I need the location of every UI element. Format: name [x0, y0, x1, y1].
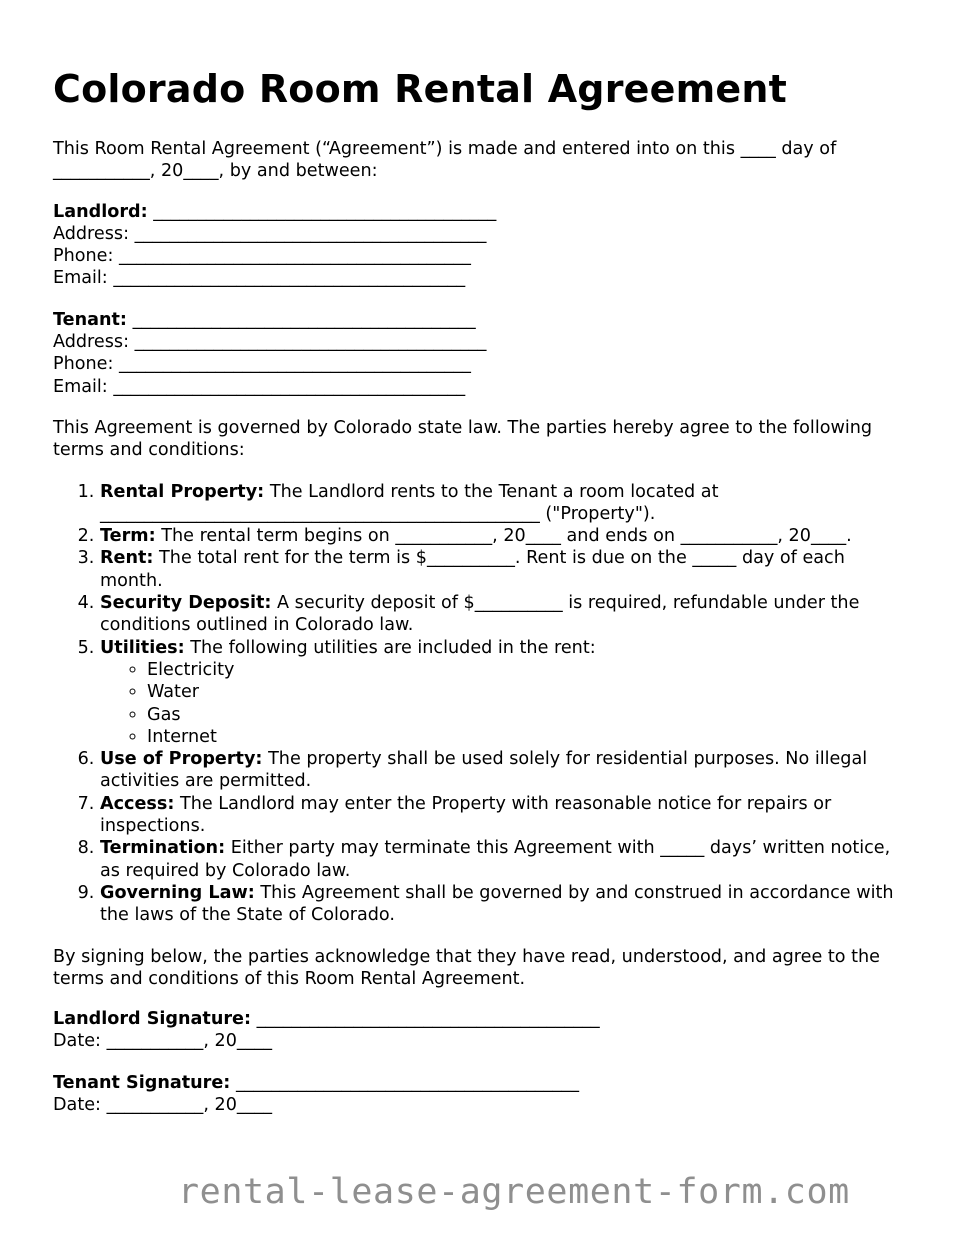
- landlord-phone-line: Phone: ________________________________________: [53, 246, 471, 267]
- term-item: [100, 592, 913, 637]
- landlord-signature-label: Landlord Signature:: [53, 1009, 251, 1030]
- tenant-signature-line: [53, 1072, 913, 1094]
- term-text: The property shall be used solely for residential purposes. No illegal activities are permitted.: [100, 749, 868, 792]
- utilities-list: [100, 659, 913, 748]
- intro-paragraph: This Room Rental Agreement (“Agreement”) is made and entered into on this ____ day of ___________, 20____, by and between:: [53, 139, 837, 182]
- landlord-name-line: [53, 201, 913, 223]
- utility-item: ◦ Water: [147, 681, 913, 703]
- closing-paragraph: By signing below, the parties acknowledge that they have read, understood, and agree to the terms and conditions of this Room Rental Agreement.: [53, 946, 880, 989]
- term-text: The Landlord may enter the Property with reasonable notice for repairs or inspections.: [100, 793, 832, 837]
- term-text: A security deposit of $__________ is required, refundable under the conditions outlined in Colorado law.: [100, 593, 860, 636]
- tenant-name-line: [53, 309, 913, 331]
- term-item: [100, 748, 913, 793]
- landlord-label: Landlord:: [53, 201, 148, 222]
- utility-item: ◦ Electricity: [147, 659, 913, 681]
- term-item: [100, 882, 913, 927]
- term-text: The Landlord rents to the Tenant a room located at __________________________________________________ ("Property").: [100, 481, 719, 524]
- utility-item: ◦ Internet: [147, 726, 913, 748]
- term-item: [100, 837, 913, 882]
- term-text: The total rent for the term is $__________. Rent is due on the _____ day of each month.: [100, 548, 845, 591]
- term-text: The rental term begins on ___________, 20____ and ends on ___________, 20____.: [161, 526, 852, 547]
- term-label: Term:: [100, 526, 156, 547]
- document-page: [53, 64, 913, 1135]
- landlord-signature-blank: _______________________________________: [256, 1009, 600, 1030]
- tenant-signature-label: Tenant Signature:: [53, 1072, 231, 1093]
- tenant-signature-date: Date: ___________, 20____: [53, 1094, 273, 1115]
- landlord-email-line: Email: ________________________________________: [53, 268, 466, 289]
- term-item: [100, 481, 913, 526]
- landlord-signature-block: [53, 1008, 913, 1053]
- term-label: Security Deposit:: [100, 593, 272, 614]
- term-label: Governing Law:: [100, 882, 255, 903]
- term-label: Rent:: [100, 548, 154, 569]
- landlord-address-line: Address: ________________________________________: [53, 223, 487, 244]
- term-text: Either party may terminate this Agreement with _____ days’ written notice, as required by Colorado law.: [100, 838, 891, 881]
- term-item: [100, 547, 913, 592]
- document-title: Colorado Room Rental Agreement: [53, 67, 787, 111]
- tenant-label: Tenant:: [53, 309, 127, 330]
- term-item: [100, 793, 913, 838]
- term-text: This Agreement shall be governed by and construed in accordance with the laws of the State of Colorado.: [100, 882, 894, 926]
- tenant-phone-line: Phone: ________________________________________: [53, 354, 471, 375]
- landlord-signature-line: [53, 1008, 913, 1030]
- landlord-signature-date: Date: ___________, 20____: [53, 1031, 273, 1052]
- term-label: Access:: [100, 793, 175, 814]
- tenant-name-blank: _______________________________________: [132, 309, 476, 330]
- term-item: [100, 637, 913, 748]
- terms-list: [53, 481, 913, 927]
- tenant-signature-blank: _______________________________________: [235, 1072, 580, 1093]
- term-item: [100, 525, 913, 547]
- term-label: Termination:: [100, 838, 226, 859]
- utility-item: ◦ Gas: [147, 704, 913, 726]
- tenant-address-line: Address: ________________________________________: [53, 332, 487, 353]
- site-watermark: rental-lease-agreement-form.com: [178, 1172, 850, 1212]
- governing-intro-paragraph: This Agreement is governed by Colorado state law. The parties hereby agree to the following terms and conditions:: [53, 417, 873, 461]
- term-label: Rental Property:: [100, 481, 265, 502]
- term-label: Utilities:: [100, 637, 185, 658]
- tenant-email-line: Email: ________________________________________: [53, 376, 466, 397]
- term-label: Use of Property:: [100, 749, 263, 770]
- term-text: The following utilities are included in the rent:: [190, 637, 596, 658]
- landlord-name-blank: _______________________________________: [153, 201, 497, 222]
- landlord-block: [53, 201, 913, 290]
- tenant-block: [53, 309, 913, 398]
- tenant-signature-block: [53, 1072, 913, 1117]
